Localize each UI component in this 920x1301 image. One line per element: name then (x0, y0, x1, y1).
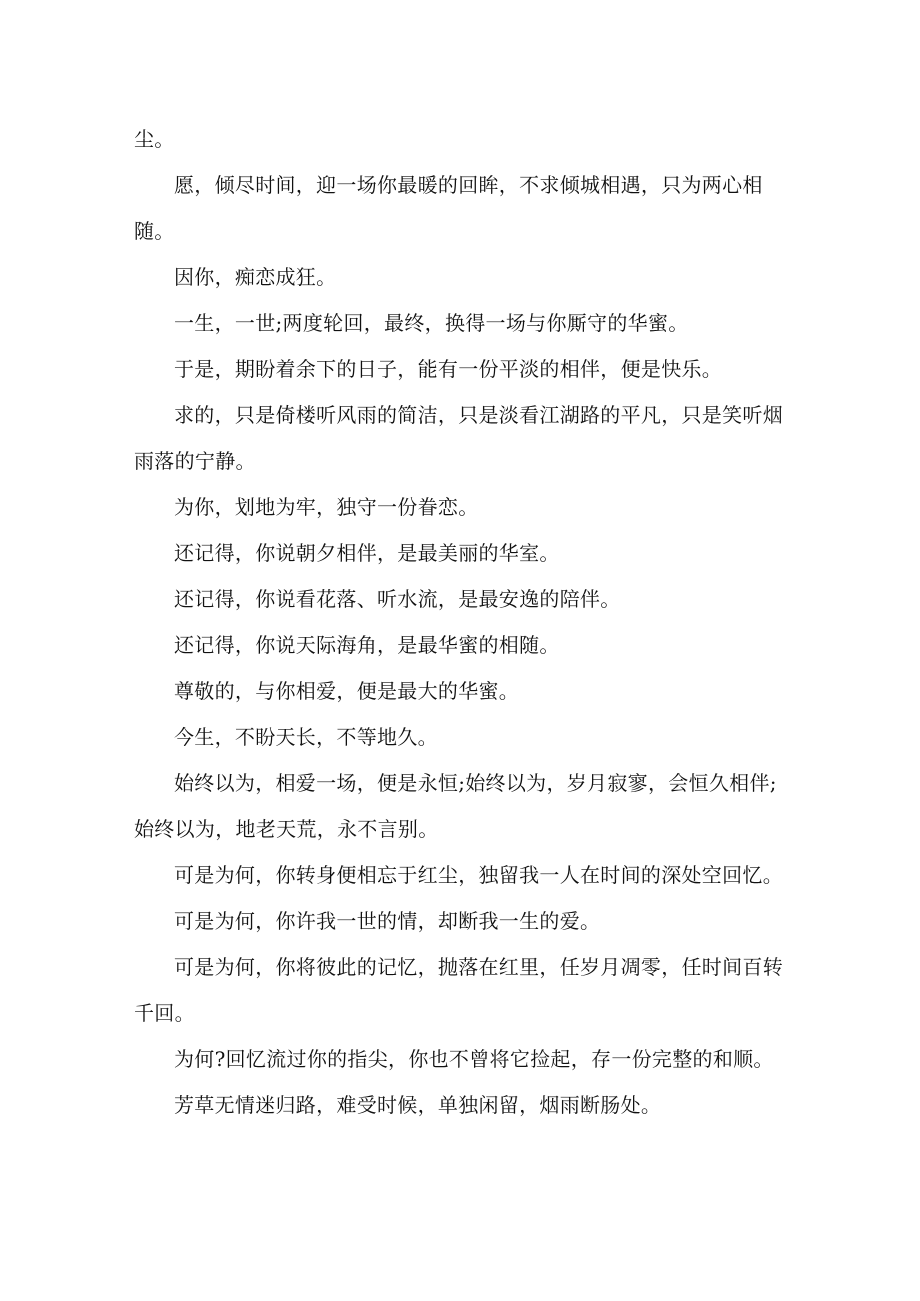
paragraph-6: 求的，只是倚楼听风雨的简洁，只是淡看江湖路的平凡，只是笑听烟雨落的宁静。 (134, 403, 783, 473)
paragraph-12: 今生，不盼天长，不等地久。 (174, 725, 438, 749)
paragraph-15: 可是为何，你许我一世的情，却断我一生的爱。 (174, 909, 601, 933)
paragraph-7: 为你，划地为牢，独守一份眷恋。 (174, 495, 479, 519)
paragraph-16: 可是为何，你将彼此的记忆，抛落在红里，任岁月凋零，任时间百转千回。 (134, 955, 783, 1025)
paragraph-11: 尊敬的，与你相爱，便是最大的华蜜。 (174, 679, 520, 703)
paragraph-4: 一生，一世;两度轮回，最终，换得一场与你厮守的华蜜。 (174, 311, 689, 335)
paragraph-2: 愿，倾尽时间，迎一场你最暖的回眸，不求倾城相遇，只为两心相随。 (134, 173, 763, 243)
paragraph-14: 可是为何，你转身便相忘于红尘，独留我一人在时间的深处空回忆。 (174, 863, 783, 887)
paragraph-13: 始终以为，相爱一场，便是永恒;始终以为，岁月寂寥，会恒久相伴;始终以为，地老天荒，永不言别。 (134, 771, 777, 841)
paragraph-1: 尘。 (134, 127, 175, 151)
paragraph-9: 还记得，你说看花落、听水流，是最安逸的陪伴。 (174, 587, 621, 611)
paragraph-8: 还记得，你说朝夕相伴，是最美丽的华室。 (174, 541, 560, 565)
paragraph-17: 为何?回忆流过你的指尖，你也不曾将它捡起，存一份完整的和顺。 (174, 1047, 774, 1071)
document-body (134, 116, 794, 1128)
paragraph-10: 还记得，你说天际海角，是最华蜜的相随。 (174, 633, 560, 657)
paragraph-18: 芳草无情迷归路，难受时候，单独闲留，烟雨断肠处。 (174, 1093, 662, 1117)
paragraph-3: 因你，痴恋成狂。 (174, 265, 337, 289)
paragraph-5: 于是，期盼着余下的日子，能有一份平淡的相伴，便是快乐。 (174, 357, 723, 381)
